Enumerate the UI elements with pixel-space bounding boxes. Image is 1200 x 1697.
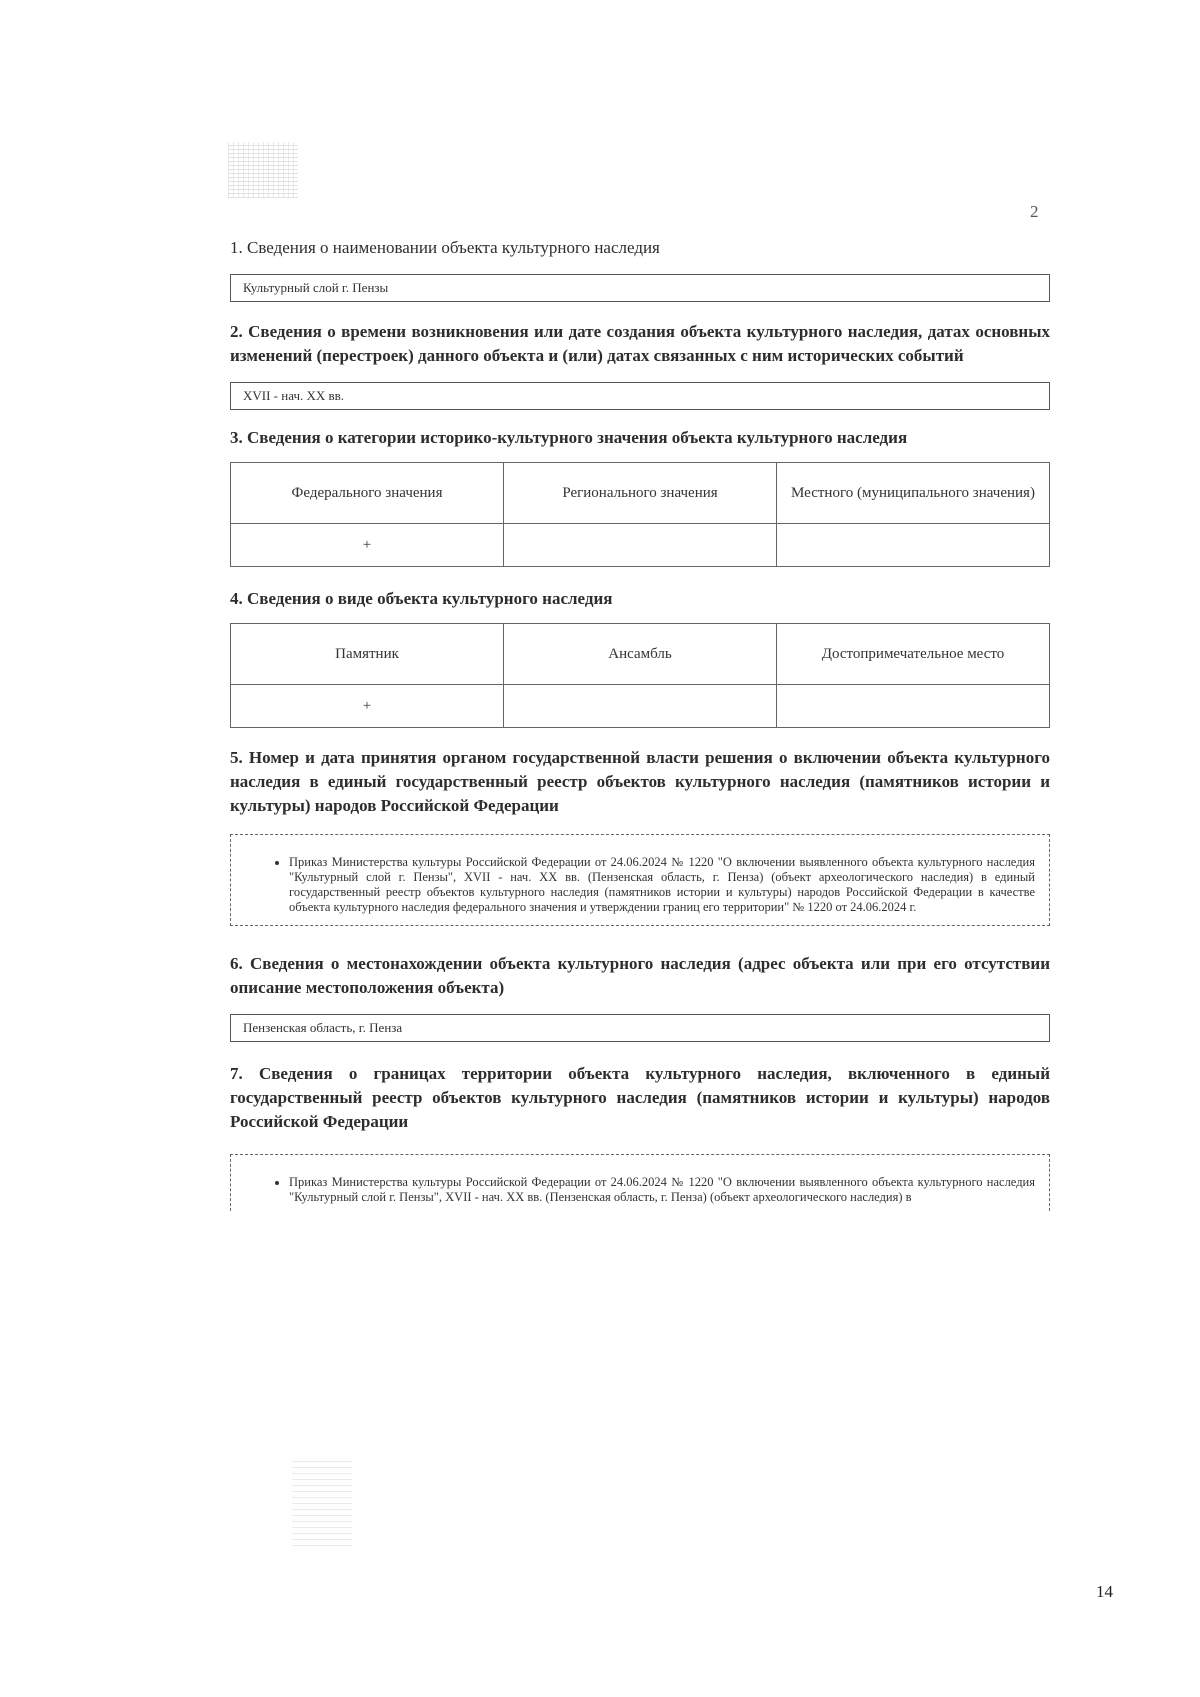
document-content bbox=[230, 236, 1050, 1211]
location-value: Пензенская область, г. Пенза bbox=[230, 1014, 1050, 1042]
section-7-title: 7. Сведения о границах территории объекта культурного наследия, включенного в единый государственный реестр объектов культурного наследия (памятников истории и культуры) народов Российской Федерации bbox=[230, 1064, 1050, 1131]
category-table bbox=[230, 462, 1050, 567]
type-landmark-value bbox=[777, 685, 1050, 728]
section-2-title: 2. Сведения о времени возникновения или дате создания объекта культурного наследия, датах основных изменений (перестроек) данного объекта и (или) датах связанных с ним исторических событий bbox=[230, 322, 1050, 365]
registry-decision-item: • Приказ Министерства культуры Российской Федерации от 24.06.2024 № 1220 "О включении выявленного объекта культурного наследия "Культурный слой г. Пензы", XVII - нач. XX вв. (Пензенская область, г. Пенза) (объект археологического наследия) в единый государственный реестр объектов культурного наследия (памятников истории и культуры) народов Российской Федерации в качестве объекта культурного наследия федерального значения и утверждении границ его территории" № 1220 от 24.06.2024 г. bbox=[289, 855, 1035, 915]
registry-decision-box bbox=[230, 834, 1050, 926]
type-landmark-header: Достопримечательное место bbox=[777, 624, 1050, 685]
object-name-value: Культурный слой г. Пензы bbox=[230, 274, 1050, 302]
object-type-table bbox=[230, 623, 1050, 728]
scan-artifact bbox=[292, 1456, 352, 1546]
category-regional-value bbox=[504, 524, 777, 567]
section-3-title: 3. Сведения о категории историко-культурного значения объекта культурного наследия bbox=[230, 428, 908, 447]
section-5-title: 5. Номер и дата принятия органом государственной власти решения о включении объекта культурного наследия в единый государственный реестр объектов культурного наследия (памятников истории и культуры) народов Российской Федерации bbox=[230, 748, 1050, 815]
page-top-number: 2 bbox=[1030, 202, 1039, 221]
scan-artifact bbox=[228, 142, 298, 198]
territory-boundaries-item: • Приказ Министерства культуры Российской Федерации от 24.06.2024 № 1220 "О включении выявленного объекта культурного наследия "Культурный слой г. Пензы", XVII - нач. XX вв. (Пензенская область, г. Пенза) (объект археологического наследия) в bbox=[289, 1175, 1035, 1205]
type-ensemble-header: Ансамбль bbox=[504, 624, 777, 685]
section-1-title: 1. Сведения о наименовании объекта культурного наследия bbox=[230, 238, 660, 257]
territory-boundaries-box bbox=[230, 1154, 1050, 1211]
category-local-header: Местного (муниципального значения) bbox=[777, 463, 1050, 524]
type-ensemble-value bbox=[504, 685, 777, 728]
category-local-value bbox=[777, 524, 1050, 567]
page-bottom-number: 14 bbox=[1096, 1582, 1113, 1601]
category-regional-header: Регионального значения bbox=[504, 463, 777, 524]
category-federal-value: + bbox=[231, 524, 504, 567]
section-4-title: 4. Сведения о виде объекта культурного наследия bbox=[230, 589, 613, 608]
type-monument-value: + bbox=[231, 685, 504, 728]
category-federal-header: Федерального значения bbox=[231, 463, 504, 524]
type-monument-header: Памятник bbox=[231, 624, 504, 685]
section-6-title: 6. Сведения о местонахождении объекта культурного наследия (адрес объекта или при его отсутствии описание местоположения объекта) bbox=[230, 954, 1050, 997]
creation-date-value: XVII - нач. XX вв. bbox=[230, 382, 1050, 410]
